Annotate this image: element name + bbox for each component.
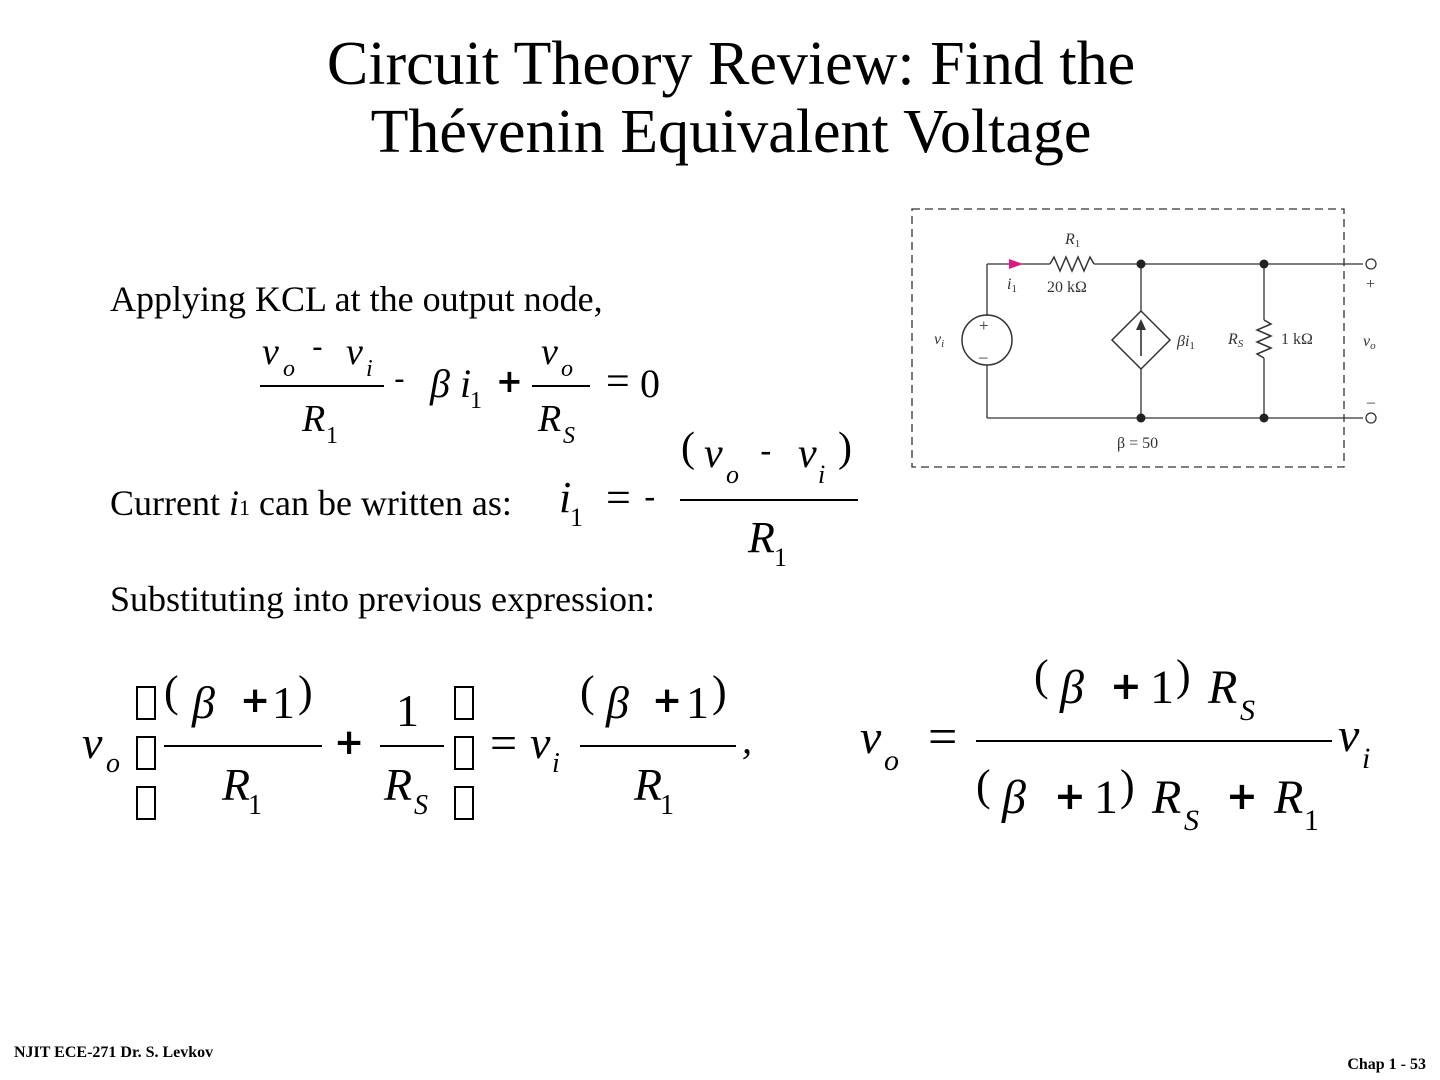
eq1-equals: = xyxy=(606,359,630,405)
node-dot xyxy=(1137,414,1146,423)
node-dot xyxy=(1260,414,1269,423)
result-vo-v: v xyxy=(860,711,882,764)
result-RS-R: R xyxy=(1208,661,1238,714)
result-equals: = xyxy=(928,709,958,766)
eq3-fraction-bar-3 xyxy=(580,745,736,747)
eq3-fraction-bar-1 xyxy=(164,745,322,747)
beta-value: β = 50 xyxy=(1117,435,1159,452)
current-text xyxy=(110,482,512,524)
eq2-minus-inner: - xyxy=(760,432,772,470)
title-line-2: Thévenin Equivalent Voltage xyxy=(370,98,1092,166)
r1-value: 20 kΩ xyxy=(1047,279,1087,296)
i1-label: i1 xyxy=(1007,276,1017,295)
result-lparen-a: ( xyxy=(1034,651,1049,700)
eq2-vi-sub: i xyxy=(818,460,826,489)
eq1-minus-a: - xyxy=(312,330,323,365)
current-text-sub: 1 xyxy=(238,495,250,520)
eq1-vo-v: v xyxy=(262,331,279,373)
title-line-1: Circuit Theory Review: Find the xyxy=(326,30,1136,98)
eq3-fraction-bar-2 xyxy=(380,745,444,747)
eq3-beta-a: β xyxy=(192,677,215,728)
eq3-plus-a: + xyxy=(240,680,271,721)
rs-label: RS xyxy=(1228,331,1244,350)
eq1-vi-sub: i xyxy=(366,356,373,382)
output-terminal xyxy=(1366,413,1376,423)
result-vi-sub: i xyxy=(1362,742,1371,775)
vi-label: vi xyxy=(934,331,945,350)
eq1-plus: + xyxy=(496,362,523,400)
eq3-one-b: 1 xyxy=(396,685,419,736)
substitution-text: Substituting into previous expression: xyxy=(110,579,655,619)
eq1-RS-sub: S xyxy=(563,423,575,449)
output-plus: + xyxy=(1366,276,1376,293)
eq1-fraction-bar-1 xyxy=(260,385,384,387)
eq2-vo-v: v xyxy=(704,431,723,477)
eq3-equals-a: = xyxy=(490,717,518,770)
eq3-plus-c: + xyxy=(652,680,683,721)
slide-title xyxy=(0,30,1440,166)
result-one-a: 1 xyxy=(1150,661,1174,714)
eq3-vo-sub: o xyxy=(106,748,120,779)
eq3-RS-sub: S xyxy=(414,790,428,821)
eq1-i-sub: 1 xyxy=(470,388,482,414)
result-plus-a: + xyxy=(1110,664,1142,708)
eq1-vi-v: v xyxy=(346,331,363,373)
eq2-fraction-bar xyxy=(680,499,858,501)
node-dot xyxy=(1137,260,1146,269)
eq3-R1-sub: 1 xyxy=(248,790,262,821)
eq3-lparen-a: ( xyxy=(164,667,179,716)
source-plus: + xyxy=(979,316,989,335)
eq3-beta-b: β xyxy=(606,677,629,728)
dashed-boundary xyxy=(912,209,1344,467)
result-plus-c: + xyxy=(1226,774,1258,818)
eq1-minus-b: - xyxy=(394,362,405,397)
current-text-b: can be written as: xyxy=(249,483,512,523)
eq3-R1b-R: R xyxy=(634,759,663,810)
rs-value: 1 kΩ xyxy=(1281,331,1313,348)
eq3-R1-R: R xyxy=(222,759,251,810)
eq3-vo-v: v xyxy=(82,717,103,768)
eq2-i: i xyxy=(559,473,572,522)
eq3-comma: , xyxy=(742,717,752,762)
eq2-vi-v: v xyxy=(798,431,817,477)
eq3-vi-v: v xyxy=(530,717,551,768)
circuit-diagram xyxy=(905,202,1385,477)
kcl-text: Applying KCL at the output node, xyxy=(110,279,603,319)
eq3-RS-R: R xyxy=(384,759,413,810)
result-RS2-sub: S xyxy=(1184,804,1199,837)
output-minus: – xyxy=(1367,394,1375,411)
eq3-vi-sub: i xyxy=(552,748,560,779)
output-terminal xyxy=(1366,259,1376,269)
eq1-beta: β xyxy=(430,361,450,406)
result-lparen-b: ( xyxy=(976,761,991,810)
source-minus: – xyxy=(979,347,988,366)
eq2-vo-sub: o xyxy=(726,460,739,489)
eq1-vo2-sub: o xyxy=(561,356,573,382)
eq2-i-sub: 1 xyxy=(570,503,583,532)
eq2-R1-sub: 1 xyxy=(774,543,787,572)
result-RS-sub: S xyxy=(1240,694,1255,727)
eq1-vo-sub: o xyxy=(283,356,295,382)
dependent-label: βi1 xyxy=(1177,333,1195,352)
result-R1-sub: 1 xyxy=(1304,804,1319,837)
eq2-equals: = xyxy=(606,473,631,522)
eq2-minus: - xyxy=(644,478,656,516)
eq1-fraction-bar-2 xyxy=(532,385,590,387)
eq3-lparen-b: ( xyxy=(580,667,595,716)
result-vi-v: v xyxy=(1338,709,1360,762)
result-beta-a: β xyxy=(1060,661,1084,714)
r1-label: R1 xyxy=(1065,231,1081,250)
eq1-i: i xyxy=(460,361,472,406)
eq1-R1-R: R xyxy=(302,398,326,440)
eq1-R1-sub: 1 xyxy=(326,423,338,449)
eq3-plus-b: + xyxy=(334,722,365,763)
eq1-vo2-v: v xyxy=(541,331,558,373)
resistor-rs xyxy=(1257,320,1271,358)
footer-page: Chap 1 - 53 xyxy=(1347,1056,1426,1073)
current-arrow-icon xyxy=(1009,259,1023,269)
eq3-one-c: 1 xyxy=(686,677,709,728)
result-fraction-bar xyxy=(976,740,1332,742)
eq3-rparen-b: ) xyxy=(712,667,727,716)
eq3-R1b-sub: 1 xyxy=(660,790,674,821)
result-rparen-a: ) xyxy=(1176,651,1191,700)
resistor-r1 xyxy=(1050,257,1094,271)
current-text-a: Current xyxy=(110,483,229,523)
eq3-rparen-a: ) xyxy=(298,667,313,716)
eq2-rparen: ) xyxy=(838,425,852,471)
eq3-one-a: 1 xyxy=(272,677,295,728)
footer-course: NJIT ECE-271 Dr. S. Levkov xyxy=(14,1044,214,1061)
result-R1-R: R xyxy=(1274,771,1304,824)
eq1-RS-R: R xyxy=(538,398,562,440)
result-rparen-b: ) xyxy=(1120,761,1135,810)
result-one-b: 1 xyxy=(1094,771,1118,824)
result-vo-sub: o xyxy=(884,744,899,777)
vo-label: vo xyxy=(1363,333,1376,352)
result-plus-b: + xyxy=(1054,774,1086,818)
eq2-lparen: ( xyxy=(681,425,695,471)
eq2-R1-R: R xyxy=(748,513,775,562)
result-beta-b: β xyxy=(1002,771,1026,824)
current-text-i: i xyxy=(228,483,239,523)
eq1-zero: 0 xyxy=(640,361,660,406)
node-dot xyxy=(1260,260,1269,269)
result-RS2-R: R xyxy=(1152,771,1182,824)
